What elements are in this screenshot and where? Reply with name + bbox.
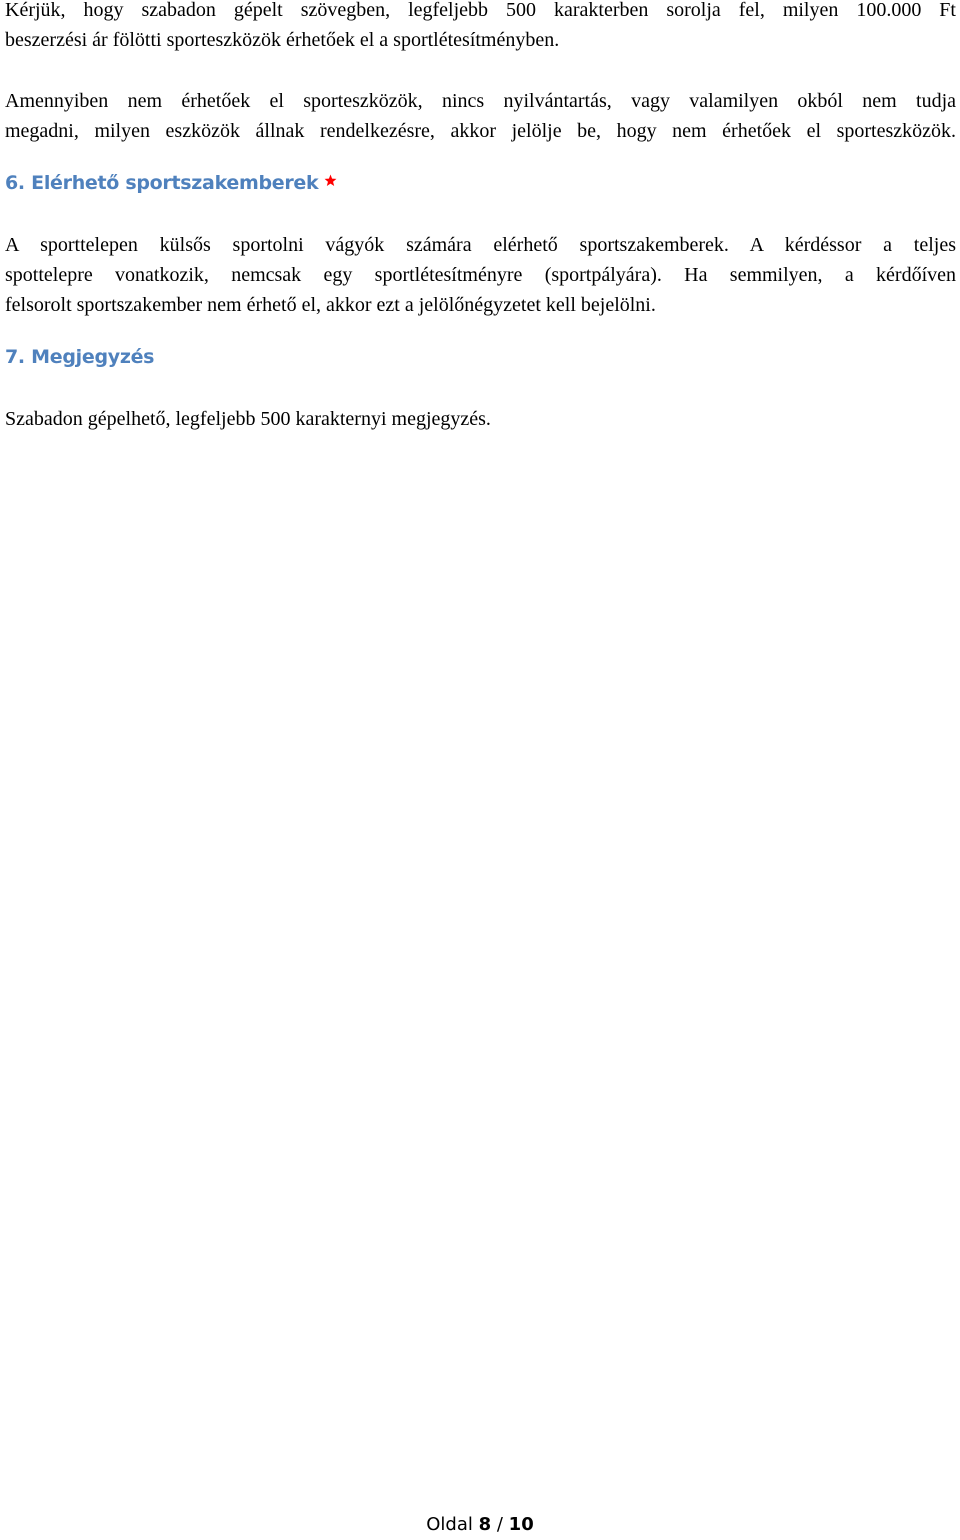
section-heading-7: [5, 343, 154, 371]
paragraph-line: Kérjük, hogy szabadon gépelt szövegben, legfeljebb 500 karakterben sorolja fel, milyen 100.000 Ft: [5, 0, 956, 21]
paragraph-line: spottelepre vonatkozik, nemcsak egy sportlétesítményre (sportpályára). Ha semmilyen, a kérdőíven: [5, 264, 956, 286]
section-heading-text: 6. Elérhető sportszakemberek: [5, 172, 319, 194]
current-page-number: 8: [478, 1514, 492, 1535]
red-star-icon: [324, 167, 337, 195]
section-heading-6: [5, 169, 337, 197]
total-page-number: 10: [508, 1514, 534, 1535]
paragraph-notes: [5, 404, 956, 434]
paragraph-line: felsorolt sportszakember nem érhető el, akkor ezt a jelölőnégyzetet kell bejelölni.: [5, 294, 656, 316]
paragraph-no-equipment: [5, 86, 956, 146]
paragraph-line: beszerzési ár fölötti sporteszközök érhetőek el a sportlétesítményben.: [5, 29, 560, 51]
paragraph-equipment-instructions: [5, 0, 956, 55]
paragraph-line: Amennyiben nem érhetőek el sporteszközök, nincs nyilvántartás, vagy valamilyen okból nem tudja: [5, 90, 956, 112]
page-footer: [0, 1512, 960, 1538]
paragraph-line: Szabadon gépelhető, legfeljebb 500 karakternyi megjegyzés.: [5, 408, 491, 430]
section-heading-text: 7. Megjegyzés: [5, 346, 155, 368]
footer-separator: /: [491, 1514, 509, 1535]
paragraph-line: megadni, milyen eszközök állnak rendelkezésre, akkor jelölje be, hogy nem érhetőek el sporteszközök.: [5, 120, 956, 142]
paragraph-sport-professionals: [5, 230, 956, 320]
footer-label: Oldal: [426, 1514, 479, 1535]
paragraph-line: A sporttelepen külsős sportolni vágyók számára elérhető sportszakemberek. A kérdéssor a teljes: [5, 234, 956, 256]
